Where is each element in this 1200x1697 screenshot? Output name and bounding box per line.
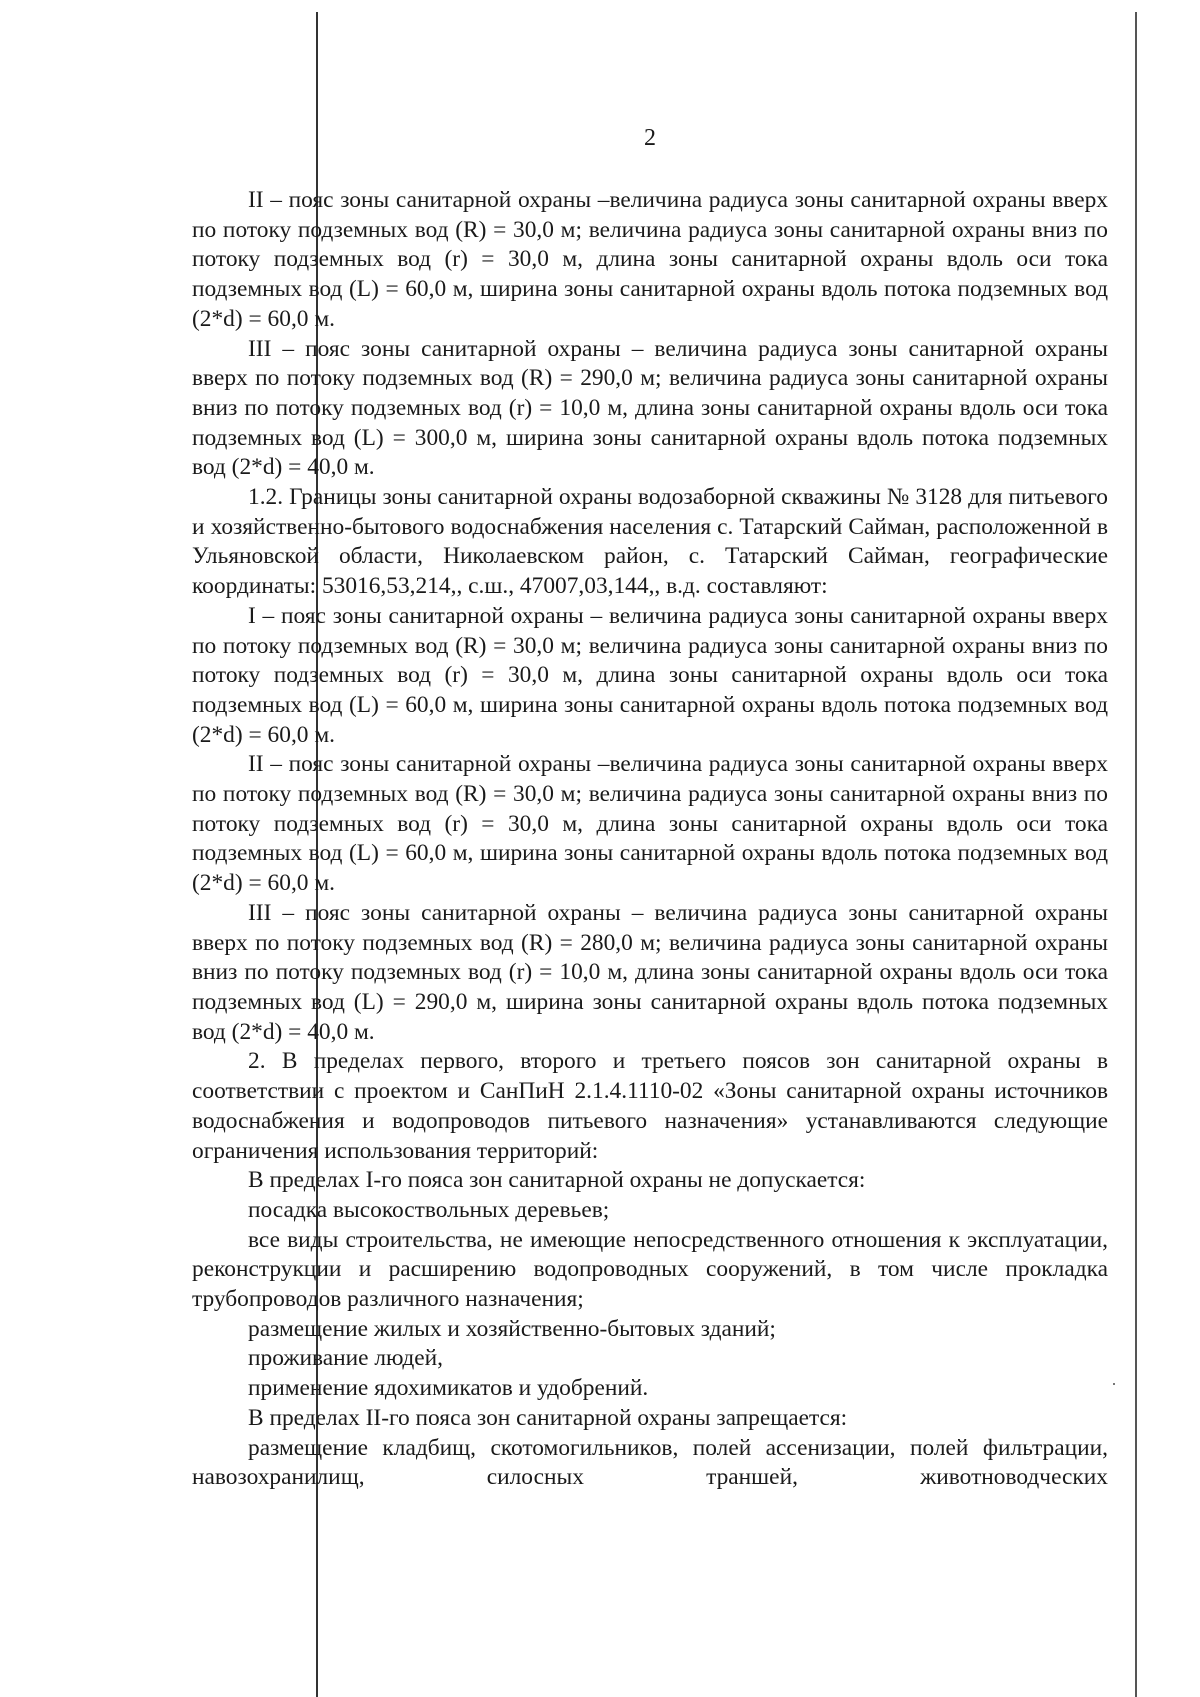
paragraph-section-2: 2. В пределах первого, второго и третьего поясов зон санитарной охраны в соответствии с проектом и СанПиН 2.1.4.1110-02 «Зоны санитарной охраны источников водоснабжения и водопроводов питьевого назначения» устанавливаются следующие ограничения использования территорий: [192, 1048, 1108, 1164]
document-body [192, 186, 1108, 1523]
paragraph-zone-ii-second: II – пояс зоны санитарной охраны –величина радиуса зоны санитарной охраны вверх по потоку подземных вод (R) = 30,0 м; величина радиуса зоны санитарной охраны вниз по потоку подземных вод (r) = 30,0 м, длина зоны санитарной охраны вдоль оси тока подземных вод (L) = 60,0 м, ширина зоны санитарной охраны вдоль потока подземных вод (2*d) = 60,0 м. [192, 751, 1108, 897]
paragraph-zone-i: I – пояс зоны санитарной охраны – величина радиуса зоны санитарной охраны вверх по потоку подземных вод (R) = 30,0 м; величина радиуса зоны санитарной охраны вниз по потоку подземных вод (r) = 30,0 м, длина зоны санитарной охраны вдоль оси тока подземных вод (L) = 60,0 м, ширина зоны санитарной охраны вдоль потока подземных вод (2*d) = 60,0 м. [192, 602, 1108, 748]
page-number: 2 [644, 125, 656, 151]
paragraph-zone-iii-first: III – пояс зоны санитарной охраны – величина радиуса зоны санитарной охраны вверх по потоку подземных вод (R) = 290,0 м; величина радиуса зоны санитарной охраны вниз по потоку подземных вод (r) = 10,0 м, длина зоны санитарной охраны вдоль оси тока подземных вод (L) = 300,0 м, ширина зоны санитарной охраны вдоль потока подземных вод (2*d) = 40,0 м. [192, 335, 1108, 481]
scan-speck [1113, 1383, 1115, 1385]
list-item-trees: посадка высокоствольных деревьев; [248, 1196, 610, 1223]
list-item-cemeteries: размещение кладбищ, скотомогильников, полей ассенизации, полей фильтрации, навозохранилищ, силосных траншей, животноводческих [192, 1434, 1108, 1491]
paragraph-zone-iii-second: III – пояс зоны санитарной охраны – величина радиуса зоны санитарной охраны вверх по потоку подземных вод (R) = 280,0 м; величина радиуса зоны санитарной охраны вниз по потоку подземных вод (r) = 10,0 м, длина зоны санитарной охраны вдоль оси тока подземных вод (L) = 290,0 м, ширина зоны санитарной охраны вдоль потока подземных вод (2*d) = 40,0 м. [192, 899, 1108, 1045]
paragraph-zone-ii-first: II – пояс зоны санитарной охраны –величина радиуса зоны санитарной охраны вверх по потоку подземных вод (R) = 30,0 м; величина радиуса зоны санитарной охраны вниз по потоку подземных вод (r) = 30,0 м, длина зоны санитарной охраны вдоль оси тока подземных вод (L) = 60,0 м, ширина зоны санитарной охраны вдоль потока подземных вод (2*d) = 60,0 м. [192, 187, 1108, 332]
scan-page-edge-right [1135, 12, 1137, 1697]
list-item-buildings: размещение жилых и хозяйственно-бытовых зданий; [248, 1315, 776, 1342]
list-item-construction: все виды строительства, не имеющие непосредственного отношения к эксплуатации, реконструкции и расширению водопроводных сооружений, в том числе прокладка трубопроводов различного назначения; [192, 1226, 1108, 1313]
paragraph-zone-i-restrictions-heading: В пределах I-го пояса зон санитарной охраны не допускается: [248, 1167, 866, 1194]
paragraph-zone-ii-restrictions-heading: В пределах II-го пояса зон санитарной охраны запрещается: [248, 1404, 848, 1431]
paragraph-section-1-2: 1.2. Границы зоны санитарной охраны водозаборной скважины № 3128 для питьевого и хозяйственно-бытового водоснабжения населения с. Татарский Сайман, расположенной в Ульяновской области, Николаевском район, с. Татарский Сайман, географические координаты: 53016,53,214,, с.ш., 47007,03,144,, в.д. составляют: [192, 484, 1108, 600]
list-item-chemicals: применение ядохимикатов и удобрений. [248, 1375, 649, 1402]
list-item-residence: проживание людей, [248, 1345, 443, 1372]
